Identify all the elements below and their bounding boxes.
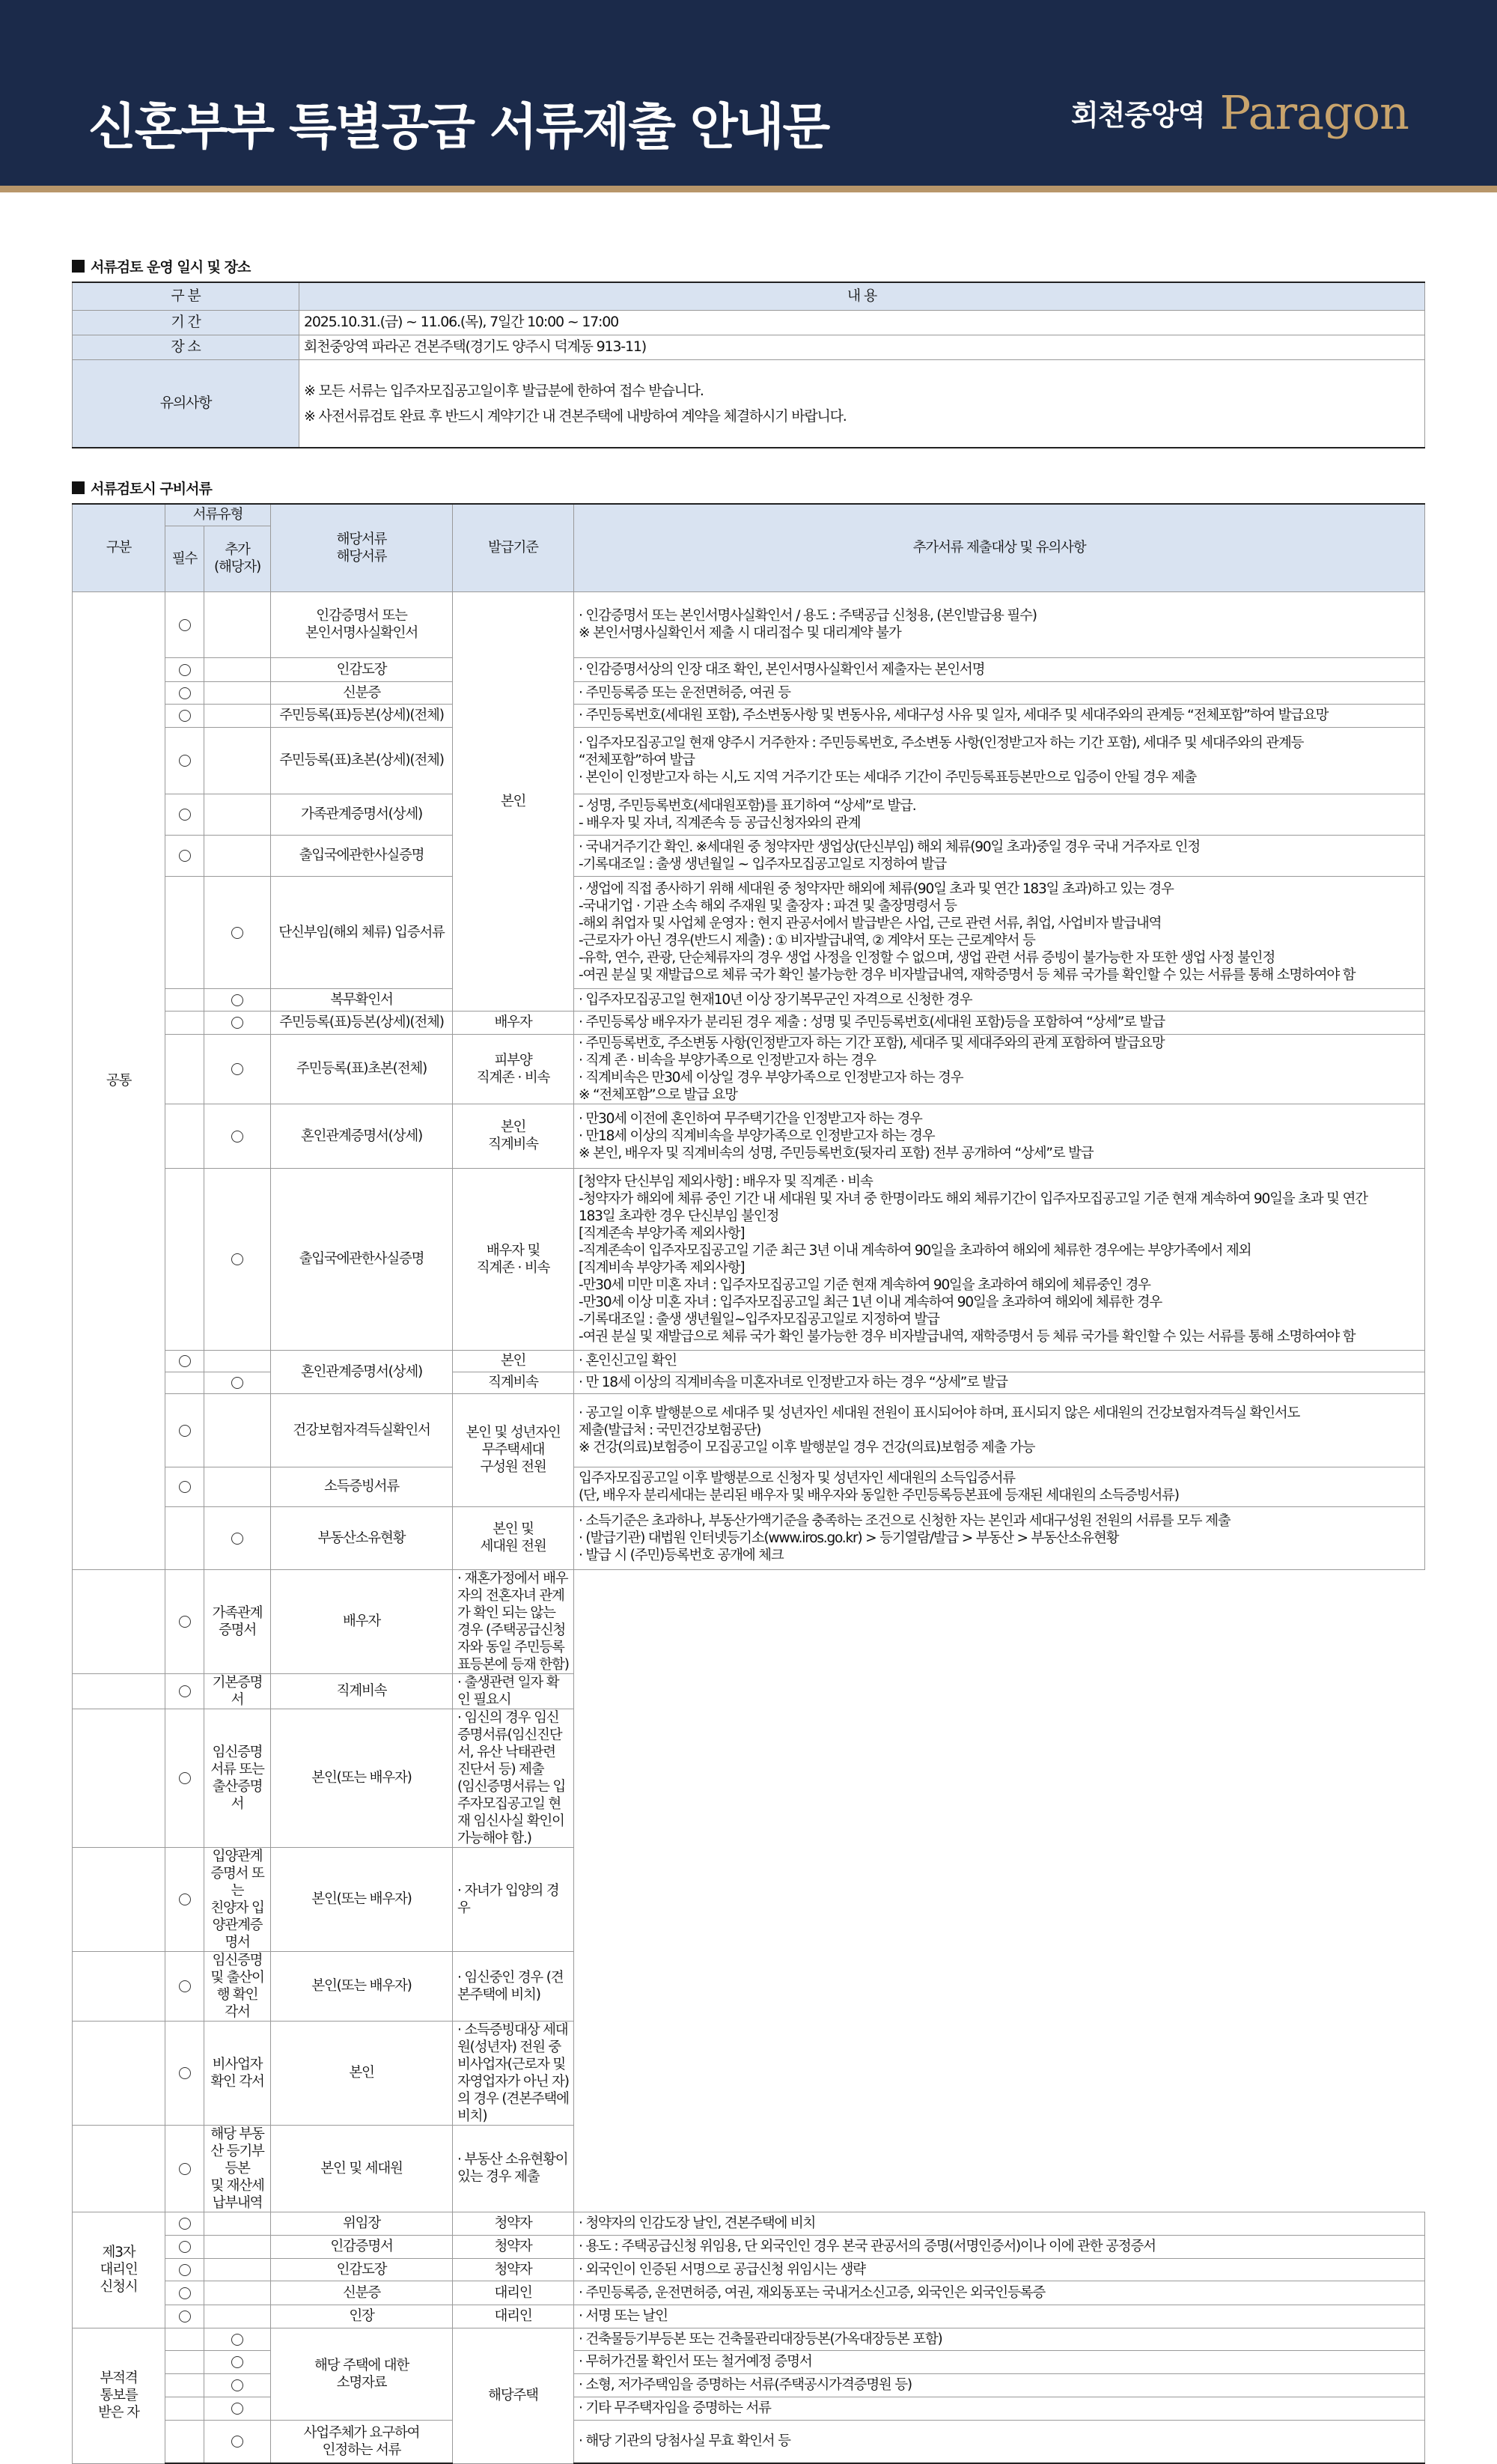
table-row [73, 704, 1425, 727]
table-cell [165, 2350, 204, 2373]
check-cell [165, 1709, 204, 1847]
circle-mark-icon [179, 2311, 191, 2322]
header-document: 해당서류 해당서류 [271, 504, 453, 591]
table-cell: 인장 [271, 2305, 453, 2328]
check-cell [204, 988, 271, 1011]
table-cell: 주민등록(표)초본(전체) [271, 1034, 453, 1104]
table-cell: 피부양 직계존 · 비속 [453, 1034, 574, 1104]
header-gubun: 구분 [73, 504, 165, 591]
table-cell [204, 591, 271, 657]
header-content: 내 용 [299, 282, 1425, 310]
table-cell: 본인(또는 배우자) [271, 1709, 453, 1847]
table-row [73, 2021, 1425, 2125]
circle-mark-icon [179, 687, 191, 699]
check-cell [204, 1011, 271, 1034]
table-cell [204, 704, 271, 727]
table-row [73, 1569, 1425, 1673]
table-row [73, 1104, 1425, 1168]
check-cell [165, 2305, 204, 2328]
table-cell: 부동산소유현황 [271, 1506, 453, 1569]
table-cell: 본인(또는 배우자) [271, 1951, 453, 2021]
table-row [73, 2235, 1425, 2258]
table-row [73, 1350, 1425, 1372]
header-basis: 발급기준 [453, 504, 574, 591]
table-cell [204, 1393, 271, 1467]
table-cell [73, 1569, 165, 1673]
table-row [73, 2420, 1425, 2463]
circle-mark-icon [179, 2218, 191, 2230]
table-cell: 기본증명서 [204, 1673, 271, 1709]
brand-english: Paragon [1219, 85, 1409, 140]
table-cell: · 국내거주기간 확인. ※세대원 중 청약자만 생업상(단신부임) 해외 체류(90일 초과)중일 경우 국내 거주자로 인정 -기록대조일 : 출생 생년월일 ~ 입주자모집공고일로 지정하여 발급 [574, 835, 1425, 876]
check-cell [165, 704, 204, 727]
table-cell: 대리인 [453, 2305, 574, 2328]
table-cell [204, 1350, 271, 1372]
table-cell: · 임신중인 경우 (견본주택에 비치) [453, 1951, 574, 2021]
table-row [73, 1011, 1425, 1034]
table-cell [204, 835, 271, 876]
circle-mark-icon [231, 2436, 243, 2448]
table-cell: [청약자 단신부임 제외사항] : 배우자 및 직계존 · 비속 -청약자가 해외에 체류 중인 기간 내 세대원 및 자녀 중 한명이라도 해외 체류기간이 입주자모집공고일 기준 현재 계속하여 90일을 초과 및 연간 183일 초과한 경우 단신부임 불인정 [직계존속 부양가족 제외사항] -직계존속이 입주자모집공고일 기준 최근 3년 이내 계속하여 90일을 초과하여 해외에 체류한 경우에는 부양가족에서 제외 [직계비속 부양가족 제외사항] -만30세 미만 미혼 자녀 : 입주자모집공고일 기준 현재 계속하여 90일을 초과하여 해외에 체류중인 경우 -만30세 이상 미혼 자녀 : 입주자모집공고일 최근 1년 이내 계속하여 90일을 초과하여 해외에 체류한 경우 -기록대조일 : 출생 생년월일~입주자모집공고일로 지정하여 발급 -여권 분실 및 재발급으로 체류 국가 확인 불가능한 경우 비자발급내역, 재학증명서 등 체류 국가를 확인할 수 있는 서류를 통해 소명하여야 함 [574, 1168, 1425, 1350]
table-cell [73, 1673, 165, 1709]
table-row [73, 835, 1425, 876]
table-header-row [73, 282, 1425, 310]
check-cell [165, 657, 204, 681]
table-row [73, 2212, 1425, 2235]
table-cell [73, 1709, 165, 1847]
header-required: 필수 [165, 526, 204, 591]
check-cell [204, 1168, 271, 1350]
row-label: 기 간 [73, 310, 299, 335]
circle-mark-icon [179, 1355, 191, 1367]
circle-mark-icon [179, 2287, 191, 2299]
table-cell: 직계비속 [453, 1372, 574, 1393]
table-cell: · 용도 : 주택공급신청 위임용, 단 외국인인 경우 본국 관공서의 증명(서명인증서)이나 이에 관한 공정증서 [574, 2235, 1425, 2258]
table-cell [204, 657, 271, 681]
circle-mark-icon [231, 2379, 243, 2391]
circle-mark-icon [179, 755, 191, 767]
table-cell [165, 2373, 204, 2397]
table-cell: 본인 [271, 2021, 453, 2125]
header-additional: 추가 (해당자) [204, 526, 271, 591]
table-row [73, 1467, 1425, 1506]
circle-mark-icon [231, 1253, 243, 1265]
header-gubun: 구 분 [73, 282, 299, 310]
table-row [73, 335, 1425, 359]
table-cell [204, 681, 271, 704]
check-cell [165, 1951, 204, 2021]
table-row [73, 2125, 1425, 2212]
circle-mark-icon [231, 1533, 243, 1545]
circle-mark-icon [179, 850, 191, 862]
table-cell [73, 1951, 165, 2021]
table-cell: 출입국에관한사실증명 [271, 1168, 453, 1350]
circle-mark-icon [179, 664, 191, 676]
circle-mark-icon [179, 2241, 191, 2253]
table-cell [165, 876, 204, 988]
table-row [73, 1847, 1425, 1951]
table-row [73, 2281, 1425, 2305]
brand-korean: 회천중앙역 [1071, 99, 1205, 132]
check-cell [165, 835, 204, 876]
table-cell: 본인 직계비속 [453, 1104, 574, 1168]
table-cell: 배우자 [453, 1011, 574, 1034]
table-cell [204, 2235, 271, 2258]
table-cell: 주민등록(표)초본(상세)(전체) [271, 727, 453, 794]
row-label: 장 소 [73, 335, 299, 359]
table-row [73, 1168, 1425, 1350]
table-cell: · 자녀가 입양의 경우 [453, 1847, 574, 1951]
table-cell: 건강보험자격득실확인서 [271, 1393, 453, 1467]
table-cell: 복무확인서 [271, 988, 453, 1011]
check-cell [204, 1372, 271, 1393]
table-row [73, 359, 1425, 448]
page-title: 신혼부부 특별공급 서류제출 안내문 [88, 98, 829, 156]
table-cell: 입양관계증명서 또는 친양자 입양관계증명서 [204, 1847, 271, 1951]
circle-mark-icon [179, 1481, 191, 1493]
table-cell [165, 1506, 204, 1569]
table-cell [204, 2258, 271, 2281]
table-cell: 임신증명 및 출산이행 확인 각서 [204, 1951, 271, 2021]
check-cell [165, 1467, 204, 1506]
table-cell: · 소득증빙대상 세대원(성년자) 전원 중 비사업자(근로자 및 자영업자가 아닌 자)의 경우 (견본주택에 비치) [453, 2021, 574, 2125]
check-cell [165, 2258, 204, 2281]
table-row [73, 657, 1425, 681]
check-cell [204, 876, 271, 988]
check-cell [204, 2373, 271, 2397]
table-cell: · 주민등록번호(세대원 포함), 주소변동사항 및 변동사유, 세대구성 사유 및 일자, 세대주 및 세대주와의 관계등 “전체포함”하여 발급요망 [574, 704, 1425, 727]
check-cell [165, 681, 204, 704]
table-cell: 혼인관계증명서(상세) [271, 1350, 453, 1393]
table-cell: 주민등록(표)등본(상세)(전체) [271, 1011, 453, 1034]
circle-mark-icon [179, 1685, 191, 1697]
table-row [73, 2258, 1425, 2281]
table-cell [204, 727, 271, 794]
table-cell: · 외국인이 인증된 서명으로 공급신청 위임시는 생략 [574, 2258, 1425, 2281]
check-cell [204, 1034, 271, 1104]
section-documents-title: 서류검토시 구비서류 [72, 478, 212, 498]
table-cell: · 공고일 이후 발행분으로 세대주 및 성년자인 세대원 전원이 표시되어야 하며, 표시되지 않은 세대원의 건강보험자격득실 확인서도 제출(발급처 : 국민건강보험공단) ※ 건강(의료)보험증이 모집공고일 이후 발행분일 경우 건강(의료)보험증 제출 가능 [574, 1393, 1425, 1467]
table-cell [204, 2212, 271, 2235]
table-cell: 인감증명서 또는 본인서명사실확인서 [271, 591, 453, 657]
table-cell: · 청약자의 인감도장 날인, 견본주택에 비치 [574, 2212, 1425, 2235]
circle-mark-icon [179, 710, 191, 722]
circle-mark-icon [179, 1772, 191, 1784]
circle-mark-icon [231, 994, 243, 1006]
table-cell: · 주민등록증, 운전면허증, 여권, 재외동포는 국내거소신고증, 외국인은 외국인등록증 [574, 2281, 1425, 2305]
circle-mark-icon [179, 809, 191, 821]
brand-logo [1071, 85, 1409, 140]
table-cell: · 출생관련 일자 확인 필요시 [453, 1673, 574, 1709]
table-cell: 직계비속 [271, 1673, 453, 1709]
check-cell [204, 1506, 271, 1569]
table-cell: · 재혼가정에서 배우자의 전혼자녀 관계가 확인 되는 않는 경우 (주택공급신청자와 동일 주민등록표등본에 등재 한함) [453, 1569, 574, 1673]
table-cell: 가족관계증명서(상세) [271, 794, 453, 835]
documents-table [72, 503, 1425, 2464]
check-cell [204, 2397, 271, 2420]
table-row [73, 727, 1425, 794]
check-cell [165, 1350, 204, 1372]
check-cell [165, 2125, 204, 2212]
table-row [73, 1506, 1425, 1569]
table-cell: · 생업에 직접 종사하기 위해 세대원 중 청약자만 해외에 체류(90일 초과 및 연간 183일 초과)하고 있는 경우 -국내기업 · 기관 소속 해외 주재원 및 출장자 : 파견 및 출장명령서 등 -해외 취업자 및 사업체 운영자 : 현지 관공서에서 발급받은 사업, 근로 관련 서류, 취업, 사업비자 발급내역 -근로자가 아닌 경우(반드시 제출) : ① 비자발급내역, ② 계약서 또는 근로계약서 등 -유학, 연수, 관광, 단순체류자의 경우 생업 사정을 인정할 수 없으며, 생업 관련 서류 증빙이 불가능한 자 또한 생업 사정 불인정 -여권 분실 및 재발급으로 체류 국가 확인 불가능한 경우 비자발급내역, 재학증명서 등 체류 국가를 확인할 수 있는 서류를 통해 소명하여야 함 [574, 876, 1425, 988]
table-cell [73, 2125, 165, 2212]
table-cell: 사업주체가 요구하여 인정하는 서류 [271, 2420, 453, 2463]
table-cell: · 소형, 저가주택임을 증명하는 서류(주택공시가격증명원 등) [574, 2373, 1425, 2397]
check-cell [165, 1569, 204, 1673]
circle-mark-icon [179, 1616, 191, 1628]
circle-mark-icon [179, 619, 191, 631]
check-cell [204, 2328, 271, 2350]
check-cell [165, 1393, 204, 1467]
check-cell [165, 727, 204, 794]
table-cell: 청약자 [453, 2258, 574, 2281]
table-cell: 가족관계증명서 [204, 1569, 271, 1673]
table-cell: 위임장 [271, 2212, 453, 2235]
table-cell: 출입국에관한사실증명 [271, 835, 453, 876]
location-value: 회천중앙역 파라곤 견본주택(경기도 양주시 덕계동 913-11) [299, 335, 1425, 359]
table-cell: · 해당 기관의 당첨사실 무효 확인서 등 [574, 2420, 1425, 2463]
circle-mark-icon [179, 1425, 191, 1437]
table-row [73, 1034, 1425, 1104]
circle-mark-icon [179, 1893, 191, 1905]
table-cell [165, 1372, 204, 1393]
table-cell: · 소득기준은 초과하나, 부동산가액기준을 충족하는 조건으로 신청한 자는 본인과 세대구성원 전원의 서류를 모두 제출 · (발급기관) 대법원 인터넷등기소(www.iros.go.kr) > 등기열람/발급 > 부동산 > 부동산소유현황 · 발급 시 (주민)등록번호 공개에 체크 [574, 1506, 1425, 1569]
table-row [73, 1709, 1425, 1847]
table-cell: 신분증 [271, 2281, 453, 2305]
table-cell: 임신증명서류 또는 출산증명서 [204, 1709, 271, 1847]
table-row [73, 876, 1425, 988]
table-cell: 소득증빙서류 [271, 1467, 453, 1506]
table-cell: 혼인관계증명서(상세) [271, 1104, 453, 1168]
table-cell [204, 1467, 271, 1506]
table-cell: 본인 및 성년자인 무주택세대 구성원 전원 [453, 1393, 574, 1506]
table-cell [73, 1847, 165, 1951]
circle-mark-icon [231, 2403, 243, 2415]
header-banner [0, 0, 1497, 186]
table-cell [165, 988, 204, 1011]
circle-mark-icon [231, 2356, 243, 2368]
circle-mark-icon [179, 2067, 191, 2079]
circle-mark-icon [179, 1980, 191, 1992]
table-cell: 청약자 [453, 2212, 574, 2235]
circle-mark-icon [231, 1017, 243, 1029]
table-cell: 인감증명서 [271, 2235, 453, 2258]
check-cell [165, 591, 204, 657]
check-cell [165, 2281, 204, 2305]
table-cell: · 부동산 소유현황이 있는 경우 제출 [453, 2125, 574, 2212]
check-cell [165, 2021, 204, 2125]
table-header-row [73, 504, 1425, 526]
circle-mark-icon [179, 2264, 191, 2276]
table-cell [165, 1168, 204, 1350]
schedule-table [72, 282, 1425, 448]
table-cell: 신분증 [271, 681, 453, 704]
table-cell: 본인 [453, 591, 574, 1011]
check-cell [204, 2350, 271, 2373]
table-cell: 대리인 [453, 2281, 574, 2305]
check-cell [165, 2212, 204, 2235]
table-cell: 배우자 및 직계존 · 비속 [453, 1168, 574, 1350]
table-cell: 단신부임(해외 체류) 입증서류 [271, 876, 453, 988]
table-cell: · 건축물등기부등본 또는 건축물관리대장등본(가옥대장등본 포함) [574, 2328, 1425, 2350]
table-cell: · 주민등록증 또는 운전면허증, 여권 등 [574, 681, 1425, 704]
table-cell: · 무허가건물 확인서 또는 철거예정 증명서 [574, 2350, 1425, 2373]
table-cell: 본인 [453, 1350, 574, 1372]
table-cell: 본인 및 세대원 [271, 2125, 453, 2212]
table-cell: · 인감증명서 또는 본인서명사실확인서 / 용도 : 주택공급 신청용, (본인발급용 필수) ※ 본인서명사실확인서 제출 시 대리접수 및 대리계약 불가 [574, 591, 1425, 657]
table-cell: · 인감증명서상의 인장 대조 확인, 본인서명사실확인서 제출자는 본인서명 [574, 657, 1425, 681]
table-cell: 해당주택 [453, 2328, 574, 2463]
table-cell [165, 2328, 204, 2350]
group-ineligible: 부적격 통보를 받은 자 [73, 2328, 165, 2463]
check-cell [165, 1673, 204, 1709]
square-bullet-icon [72, 481, 85, 494]
table-row [73, 988, 1425, 1011]
table-cell [165, 1034, 204, 1104]
period-value: 2025.10.31.(금) ~ 11.06.(목), 7일간 10:00 ~ 17:00 [299, 310, 1425, 335]
table-cell: 해당 부동산 등기부등본 및 재산세 납부내역 [204, 2125, 271, 2212]
table-cell: 본인 및 세대원 전원 [453, 1506, 574, 1569]
table-cell: · 서명 또는 날인 [574, 2305, 1425, 2328]
table-cell [165, 1011, 204, 1034]
table-cell: 입주자모집공고일 이후 발행분으로 신청자 및 성년자인 세대원의 소득입증서류 (단, 배우자 분리세대는 분리된 배우자 및 배우자와 동일한 주민등록등본표에 등재된 세대원의 소득증빙서류) [574, 1467, 1425, 1506]
check-cell [165, 1847, 204, 1951]
table-row [73, 2328, 1425, 2350]
circle-mark-icon [231, 1131, 243, 1143]
table-row [73, 591, 1425, 657]
table-row [73, 1393, 1425, 1467]
group-common: 공통 [73, 591, 165, 1569]
table-cell [73, 2021, 165, 2125]
table-cell: 해당 주택에 대한 소명자료 [271, 2328, 453, 2420]
header-notes: 추가서류 제출대상 및 유의사항 [574, 504, 1425, 591]
table-cell: 비사업자 확인 각서 [204, 2021, 271, 2125]
notice-value: ※ 모든 서류는 입주자모집공고일이후 발급분에 한하여 접수 받습니다. ※ 사전서류검토 완료 후 반드시 계약기간 내 견본주택에 내방하여 계약을 체결하시기 바랍니다. [299, 359, 1425, 448]
circle-mark-icon [231, 1063, 243, 1075]
table-cell [204, 2305, 271, 2328]
section-schedule-title: 서류검토 운영 일시 및 장소 [72, 256, 250, 276]
circle-mark-icon [231, 2334, 243, 2346]
table-cell: · 주민등록상 배우자가 분리된 경우 제출 : 성명 및 주민등록번호(세대원 포함)등을 포함하여 “상세”로 발급 [574, 1011, 1425, 1034]
table-cell: · 만 18세 이상의 직계비속을 미혼자녀로 인정받고자 하는 경우 “상세”로 발급 [574, 1372, 1425, 1393]
table-cell: · 임신의 경우 임신증명서류(임신진단서, 유산 낙태관련 진단서 등) 제출 (임신증명서류는 입주자모집공고일 현재 임신사실 확인이 가능해야 함.) [453, 1709, 574, 1847]
table-cell: 인감도장 [271, 657, 453, 681]
table-cell: · 주민등록번호, 주소변동 사항(인정받고자 하는 기간 포함), 세대주 및 세대주와의 관계 포함하여 발급요망 · 직계 존 · 비속을 부양가족으로 인정받고자 하는 경우 · 직계비속은 만30세 이상일 경우 부양가족으로 인정받고자 하는 경우 ※ “전체포함”으로 발급 요망 [574, 1034, 1425, 1104]
circle-mark-icon [231, 1377, 243, 1389]
square-bullet-icon [72, 260, 85, 273]
group-proxy: 제3자 대리인 신청시 [73, 2212, 165, 2328]
table-cell: · 혼인신고일 확인 [574, 1350, 1425, 1372]
table-cell: 청약자 [453, 2235, 574, 2258]
table-row [73, 794, 1425, 835]
circle-mark-icon [231, 927, 243, 939]
table-cell: 인감도장 [271, 2258, 453, 2281]
check-cell [204, 2420, 271, 2463]
table-row [73, 1673, 1425, 1709]
table-cell [165, 2397, 204, 2420]
row-label: 유의사항 [73, 359, 299, 448]
table-cell: · 만30세 이전에 혼인하여 무주택기간을 인정받고자 하는 경우 · 만18세 이상의 직계비속을 부양가족으로 인정받고자 하는 경우 ※ 본인, 배우자 및 직계비속의 성명, 주민등록번호(뒷자리 포함) 전부 공개하여 “상세”로 발급 [574, 1104, 1425, 1168]
table-cell: · 입주자모집공고일 현재10년 이상 장기복무군인 자격으로 신청한 경우 [574, 988, 1425, 1011]
table-cell: - 성명, 주민등록번호(세대원포함)를 표기하여 “상세”로 발급. - 배우자 및 자녀, 직계존속 등 공급신청자와의 관계 [574, 794, 1425, 835]
table-cell: 본인(또는 배우자) [271, 1847, 453, 1951]
table-cell [165, 1104, 204, 1168]
table-row [73, 1951, 1425, 2021]
check-cell [165, 794, 204, 835]
check-cell [165, 2235, 204, 2258]
table-cell: 배우자 [271, 1569, 453, 1673]
table-cell: 주민등록(표)등본(상세)(전체) [271, 704, 453, 727]
header-doc-type: 서류유형 [165, 504, 271, 526]
table-cell [204, 2281, 271, 2305]
header-divider [0, 186, 1497, 192]
circle-mark-icon [179, 2163, 191, 2175]
table-cell: · 기타 무주택자임을 증명하는 서류 [574, 2397, 1425, 2420]
table-cell: · 입주자모집공고일 현재 양주시 거주한자 : 주민등록번호, 주소변동 사항(인정받고자 하는 기간 포함), 세대주 및 세대주와의 관계등 “전체포함”하여 발급 · 본인이 인정받고자 하는 시,도 지역 거주기간 또는 세대주 기간이 주민등록표등본만으로 입증이 안될 경우 제출 [574, 727, 1425, 794]
check-cell [204, 1104, 271, 1168]
table-cell [165, 2420, 204, 2463]
table-row [73, 681, 1425, 704]
table-row [73, 310, 1425, 335]
table-cell [204, 794, 271, 835]
table-row [73, 2305, 1425, 2328]
